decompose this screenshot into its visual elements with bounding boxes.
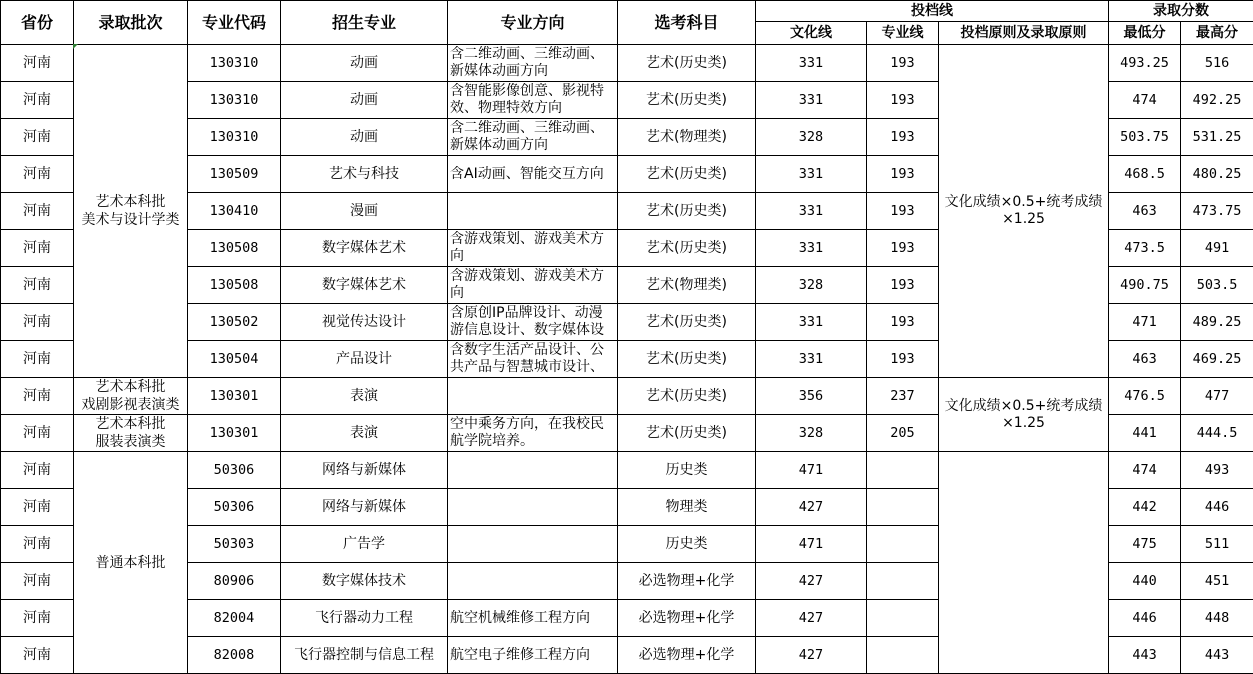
major-cell: 表演 — [281, 378, 448, 415]
min-score-cell: 441 — [1109, 415, 1181, 452]
header-culture-line: 文化线 — [756, 22, 867, 45]
code-cell: 50306 — [188, 489, 281, 526]
code-cell: 80906 — [188, 563, 281, 600]
subjects-cell: 艺术(历史类) — [618, 156, 756, 193]
culture-line-cell: 331 — [756, 45, 867, 82]
province-cell: 河南 — [1, 230, 74, 267]
direction-cell — [448, 600, 618, 637]
max-score-cell: 491 — [1181, 230, 1253, 267]
batch-cell: 艺术本科批 美术与设计学类 — [74, 45, 188, 378]
direction-text: 含游戏策划、游戏美术方向 — [450, 268, 604, 301]
subjects-cell: 艺术(历史类) — [618, 304, 756, 341]
max-score-cell: 493 — [1181, 452, 1253, 489]
batch-cell: 普通本科批 — [74, 452, 188, 674]
major-line-cell — [867, 600, 939, 637]
direction-text: 空中乘务方向，在我校民航学院培养。 — [450, 416, 604, 449]
culture-line-cell: 328 — [756, 415, 867, 452]
major-line-cell: 193 — [867, 267, 939, 304]
max-score-cell: 443 — [1181, 637, 1253, 674]
subjects-cell: 必选物理+化学 — [618, 637, 756, 674]
culture-line-cell: 471 — [756, 526, 867, 563]
header-score-group: 录取分数 — [1109, 1, 1253, 22]
direction-cell — [448, 267, 618, 304]
max-score-cell: 516 — [1181, 45, 1253, 82]
direction-text: 含二维动画、三维动画、新媒体动画方向 — [450, 120, 604, 153]
table-row — [1, 45, 1253, 82]
province-cell: 河南 — [1, 341, 74, 378]
min-score-cell: 493.25 — [1109, 45, 1181, 82]
direction-text: 航空电子维修工程方向 — [450, 646, 590, 663]
subjects-cell: 物理类 — [618, 489, 756, 526]
major-line-cell: 193 — [867, 193, 939, 230]
major-cell: 漫画 — [281, 193, 448, 230]
subjects-cell: 历史类 — [618, 526, 756, 563]
min-score-cell: 440 — [1109, 563, 1181, 600]
min-score-cell: 468.5 — [1109, 156, 1181, 193]
table-row — [1, 452, 1253, 489]
culture-line-cell: 427 — [756, 489, 867, 526]
max-score-cell: 446 — [1181, 489, 1253, 526]
major-line-cell — [867, 489, 939, 526]
min-score-cell: 463 — [1109, 193, 1181, 230]
min-score-cell: 474 — [1109, 452, 1181, 489]
code-cell: 82004 — [188, 600, 281, 637]
province-cell: 河南 — [1, 489, 74, 526]
header-max-score: 最高分 — [1181, 22, 1253, 45]
max-score-cell: 511 — [1181, 526, 1253, 563]
max-score-cell: 480.25 — [1181, 156, 1253, 193]
direction-cell — [448, 156, 618, 193]
major-cell: 动画 — [281, 45, 448, 82]
province-cell: 河南 — [1, 600, 74, 637]
province-cell: 河南 — [1, 45, 74, 82]
province-cell: 河南 — [1, 415, 74, 452]
direction-cell — [448, 415, 618, 452]
table-row — [1, 378, 1253, 415]
culture-line-cell: 427 — [756, 563, 867, 600]
major-line-cell: 193 — [867, 82, 939, 119]
major-line-cell: 237 — [867, 378, 939, 415]
major-cell: 视觉传达设计 — [281, 304, 448, 341]
principle-cell — [939, 452, 1109, 674]
subjects-cell: 艺术(历史类) — [618, 378, 756, 415]
code-cell: 130301 — [188, 378, 281, 415]
min-score-cell: 474 — [1109, 82, 1181, 119]
major-cell: 网络与新媒体 — [281, 489, 448, 526]
min-score-cell: 446 — [1109, 600, 1181, 637]
header-subjects: 选考科目 — [618, 1, 756, 45]
major-cell: 网络与新媒体 — [281, 452, 448, 489]
province-cell: 河南 — [1, 526, 74, 563]
major-line-cell: 193 — [867, 119, 939, 156]
max-score-cell: 492.25 — [1181, 82, 1253, 119]
header-major: 招生专业 — [281, 1, 448, 45]
direction-cell — [448, 45, 618, 82]
province-cell: 河南 — [1, 193, 74, 230]
header-code: 专业代码 — [188, 1, 281, 45]
subjects-cell: 艺术(历史类) — [618, 341, 756, 378]
culture-line-cell: 427 — [756, 600, 867, 637]
province-cell: 河南 — [1, 82, 74, 119]
culture-line-cell: 331 — [756, 230, 867, 267]
max-score-cell: 473.75 — [1181, 193, 1253, 230]
subjects-cell: 艺术(历史类) — [618, 415, 756, 452]
direction-cell — [448, 452, 618, 489]
culture-line-cell: 331 — [756, 341, 867, 378]
direction-cell — [448, 193, 618, 230]
subjects-cell: 艺术(历史类) — [618, 193, 756, 230]
major-cell: 动画 — [281, 119, 448, 156]
province-cell: 河南 — [1, 304, 74, 341]
province-cell: 河南 — [1, 119, 74, 156]
max-score-cell: 489.25 — [1181, 304, 1253, 341]
major-line-cell — [867, 563, 939, 600]
major-line-cell: 193 — [867, 156, 939, 193]
province-cell: 河南 — [1, 637, 74, 674]
code-cell: 130310 — [188, 82, 281, 119]
max-score-cell: 451 — [1181, 563, 1253, 600]
code-cell: 130502 — [188, 304, 281, 341]
major-cell: 产品设计 — [281, 341, 448, 378]
code-cell: 50306 — [188, 452, 281, 489]
principle-cell: 文化成绩×0.5+统考成绩×1.25 — [939, 378, 1109, 452]
code-cell: 130310 — [188, 45, 281, 82]
code-cell: 130310 — [188, 119, 281, 156]
min-score-cell: 490.75 — [1109, 267, 1181, 304]
major-cell: 艺术与科技 — [281, 156, 448, 193]
header-major-line: 专业线 — [867, 22, 939, 45]
max-score-cell: 469.25 — [1181, 341, 1253, 378]
max-score-cell: 477 — [1181, 378, 1253, 415]
major-cell: 表演 — [281, 415, 448, 452]
culture-line-cell: 331 — [756, 82, 867, 119]
min-score-cell: 442 — [1109, 489, 1181, 526]
direction-cell — [448, 304, 618, 341]
direction-text: 含二维动画、三维动画、新媒体动画方向 — [450, 46, 604, 79]
major-line-cell: 193 — [867, 304, 939, 341]
major-cell: 数字媒体艺术 — [281, 230, 448, 267]
header-min-score: 最低分 — [1109, 22, 1181, 45]
direction-cell — [448, 82, 618, 119]
min-score-cell: 463 — [1109, 341, 1181, 378]
cell-comment-marker — [73, 44, 78, 49]
direction-cell — [448, 489, 618, 526]
min-score-cell: 476.5 — [1109, 378, 1181, 415]
header-direction: 专业方向 — [448, 1, 618, 45]
min-score-cell: 471 — [1109, 304, 1181, 341]
culture-line-cell: 328 — [756, 119, 867, 156]
major-line-cell — [867, 452, 939, 489]
subjects-cell: 艺术(历史类) — [618, 230, 756, 267]
direction-cell — [448, 230, 618, 267]
province-cell: 河南 — [1, 452, 74, 489]
major-line-cell: 193 — [867, 230, 939, 267]
code-cell: 82008 — [188, 637, 281, 674]
culture-line-cell: 331 — [756, 304, 867, 341]
subjects-cell: 艺术(物理类) — [618, 267, 756, 304]
min-score-cell: 473.5 — [1109, 230, 1181, 267]
major-line-cell: 193 — [867, 45, 939, 82]
code-cell: 50303 — [188, 526, 281, 563]
subjects-cell: 历史类 — [618, 452, 756, 489]
major-cell: 飞行器控制与信息工程 — [281, 637, 448, 674]
code-cell: 130301 — [188, 415, 281, 452]
major-line-cell — [867, 637, 939, 674]
culture-line-cell: 331 — [756, 156, 867, 193]
direction-text: 含AI动画、智能交互方向 — [450, 165, 604, 182]
max-score-cell: 503.5 — [1181, 267, 1253, 304]
header-province: 省份 — [1, 1, 74, 45]
culture-line-cell: 328 — [756, 267, 867, 304]
direction-cell — [448, 526, 618, 563]
code-cell: 130508 — [188, 267, 281, 304]
direction-cell — [448, 119, 618, 156]
province-cell: 河南 — [1, 267, 74, 304]
subjects-cell: 艺术(历史类) — [618, 45, 756, 82]
direction-text: 含原创IP品牌设计、动漫游信息设计、数字媒体设 — [450, 305, 604, 338]
batch-cell: 艺术本科批 服装表演类 — [74, 415, 188, 452]
major-cell: 数字媒体艺术 — [281, 267, 448, 304]
culture-line-cell: 356 — [756, 378, 867, 415]
min-score-cell: 475 — [1109, 526, 1181, 563]
direction-text: 含智能影像创意、影视特效、物理特效方向 — [450, 83, 604, 116]
min-score-cell: 443 — [1109, 637, 1181, 674]
province-cell: 河南 — [1, 563, 74, 600]
principle-cell: 文化成绩×0.5+统考成绩×1.25 — [939, 45, 1109, 378]
direction-cell — [448, 637, 618, 674]
culture-line-cell: 331 — [756, 193, 867, 230]
direction-text: 含数字生活产品设计、公共产品与智慧城市设计、 — [450, 342, 604, 375]
subjects-cell: 必选物理+化学 — [618, 600, 756, 637]
province-cell: 河南 — [1, 378, 74, 415]
major-cell: 广告学 — [281, 526, 448, 563]
direction-text: 航空机械维修工程方向 — [450, 609, 590, 626]
culture-line-cell: 471 — [756, 452, 867, 489]
code-cell: 130504 — [188, 341, 281, 378]
max-score-cell: 444.5 — [1181, 415, 1253, 452]
major-line-cell: 205 — [867, 415, 939, 452]
direction-cell — [448, 341, 618, 378]
major-cell: 数字媒体技术 — [281, 563, 448, 600]
code-cell: 130508 — [188, 230, 281, 267]
direction-text: 含游戏策划、游戏美术方向 — [450, 231, 604, 264]
direction-cell — [448, 563, 618, 600]
code-cell: 130509 — [188, 156, 281, 193]
major-line-cell: 193 — [867, 341, 939, 378]
code-cell: 130410 — [188, 193, 281, 230]
subjects-cell: 艺术(历史类) — [618, 82, 756, 119]
major-cell: 飞行器动力工程 — [281, 600, 448, 637]
subjects-cell: 艺术(物理类) — [618, 119, 756, 156]
direction-cell — [448, 378, 618, 415]
culture-line-cell: 427 — [756, 637, 867, 674]
min-score-cell: 503.75 — [1109, 119, 1181, 156]
subjects-cell: 必选物理+化学 — [618, 563, 756, 600]
province-cell: 河南 — [1, 156, 74, 193]
header-toudang-group: 投档线 — [756, 1, 1109, 22]
max-score-cell: 448 — [1181, 600, 1253, 637]
max-score-cell: 531.25 — [1181, 119, 1253, 156]
header-batch: 录取批次 — [74, 1, 188, 45]
header-principle: 投档原则及录取原则 — [939, 22, 1109, 45]
major-line-cell — [867, 526, 939, 563]
major-cell: 动画 — [281, 82, 448, 119]
batch-cell: 艺术本科批 戏剧影视表演类 — [74, 378, 188, 415]
